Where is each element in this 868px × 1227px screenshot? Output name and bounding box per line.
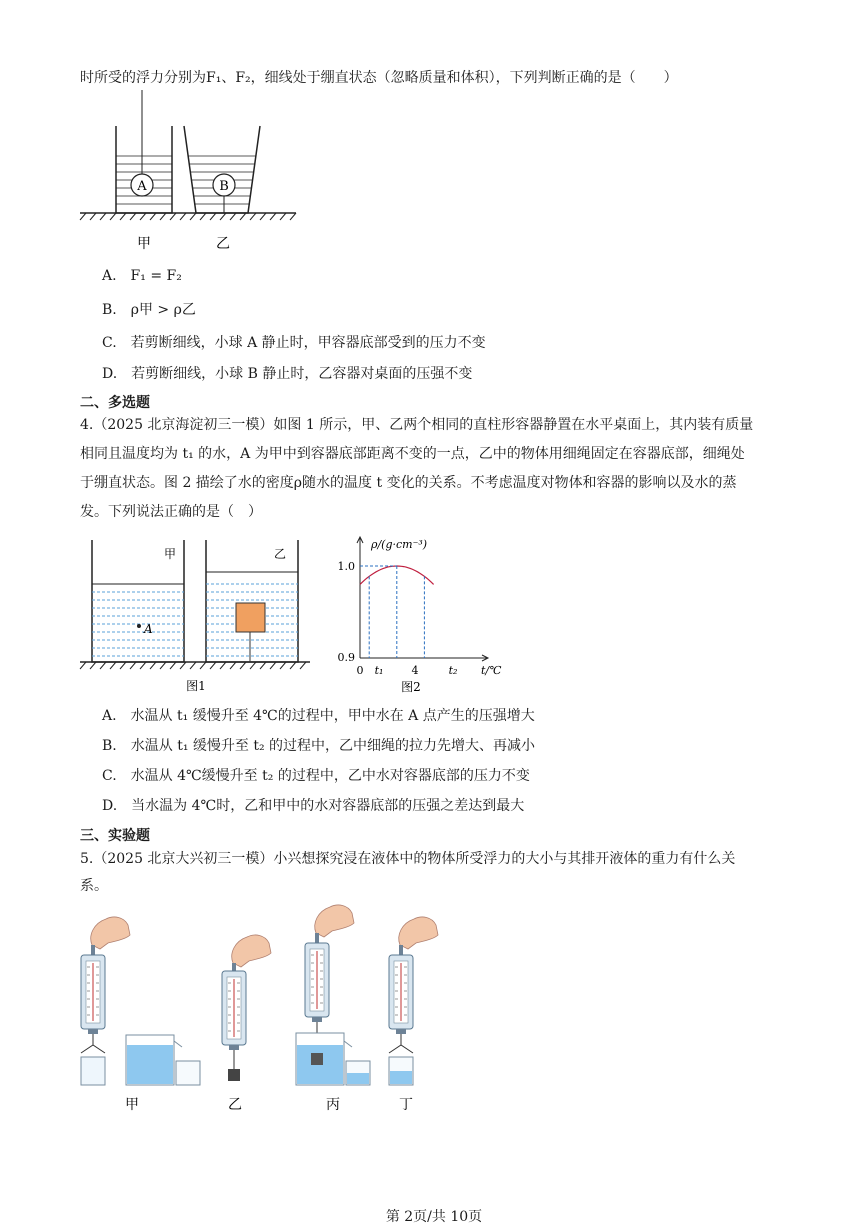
chart-xlabel: t/℃: [481, 664, 502, 677]
q5-label-jia: 甲: [125, 1097, 139, 1113]
q4-fig1-caption: 图1: [186, 679, 206, 693]
chart-ytick-0: 0.9: [337, 651, 355, 664]
section-experiment: 三、实验题: [80, 828, 150, 844]
q3-option-b: B. ρ甲 > ρ乙: [102, 302, 196, 318]
chart-xtick-2: 4: [411, 664, 419, 677]
q5-jia-empty-cup: [81, 1057, 105, 1085]
q3-ball-b-label: B: [219, 179, 229, 194]
q5-stem-line-2: 系。: [80, 878, 108, 894]
q4-option-d: D. 当水温为 4℃时，乙和甲中的水对容器底部的压强之差达到最大: [102, 798, 525, 814]
q4-fig1-block: [236, 603, 265, 632]
chart-xtick-1: t₁: [374, 664, 384, 677]
page-footer: 第 2页/共 10页: [385, 1209, 483, 1225]
q4-fig2-caption: 图2: [401, 680, 421, 694]
q4-fig1-point-a: A: [144, 622, 153, 636]
q3-label-yi: 乙: [216, 236, 230, 252]
q4-stem-line-2: 相同且温度均为 t₁ 的水，A 为甲中到容器底部距离不变的一点，乙中的物体用细绳固定在容器底部，细绳处: [80, 446, 745, 462]
q5-yi-block: [228, 1069, 240, 1081]
q4-fig1-label-yi: 乙: [274, 547, 287, 561]
q3-option-d: D. 若剪断细线，小球 B 静止时，乙容器对桌面的压强不变: [102, 366, 473, 382]
q4-stem-line-1: 4.（2025 北京海淀初三一模）如图 1 所示，甲、乙两个相同的直柱形容器静置在水平桌面上，其内装有质量: [80, 417, 754, 433]
q4-option-c: C. 水温从 4℃缓慢升至 t₂ 的过程中，乙中水对容器底部的压力不变: [102, 768, 530, 784]
q3-figure: [80, 90, 380, 252]
q5-bing-block: [311, 1053, 323, 1065]
q4-option-a: A. 水温从 t₁ 缓慢升至 4℃的过程中，甲中水在 A 点产生的压强增大: [102, 708, 535, 724]
density-chart: [335, 534, 505, 694]
q3-option-c: C. 若剪断细线，小球 A 静止时，甲容器底部受到的压力不变: [102, 335, 486, 351]
q5-label-yi: 乙: [228, 1097, 242, 1113]
q4-stem-line-4: 发。下列说法正确的是（ ）: [80, 504, 262, 520]
q4-fig1-label-jia: 甲: [164, 547, 177, 561]
q3-stem-tail: 时所受的浮力分别为F₁、F₂，细线处于绷直状态（忽略质量和体积），下列判断正确的是（ ）: [80, 70, 678, 86]
chart-ylabel: ρ/(g·cm⁻³): [371, 538, 428, 551]
q4-option-b: B. 水温从 t₁ 缓慢升至 t₂ 的过程中，乙中细绳的拉力先增大、再减小: [102, 738, 536, 754]
q5-stem-line-1: 5.（2025 北京大兴初三一模）小兴想探究浸在液体中的物体所受浮力的大小与其排开液体的重力有什么关: [80, 851, 736, 867]
q4-figure-1: [80, 540, 330, 700]
q5-label-bing: 丙: [326, 1097, 340, 1113]
q5-figure: [76, 905, 446, 1115]
q3-ball-a-label: A: [137, 179, 147, 194]
section-multi-choice: 二、多选题: [80, 395, 150, 411]
chart-xtick-3: t₂: [448, 664, 458, 677]
q5-label-ding: 丁: [399, 1097, 413, 1113]
q4-stem-line-3: 于绷直状态。图 2 描绘了水的密度ρ随水的温度 t 变化的关系。不考虑温度对物体和容器的影响以及水的蒸: [80, 475, 737, 491]
chart-xtick-0: 0: [356, 664, 364, 677]
q3-label-jia: 甲: [137, 236, 151, 252]
chart-ytick-1: 1.0: [337, 560, 355, 573]
q3-option-a: A. F₁ = F₂: [102, 268, 182, 284]
